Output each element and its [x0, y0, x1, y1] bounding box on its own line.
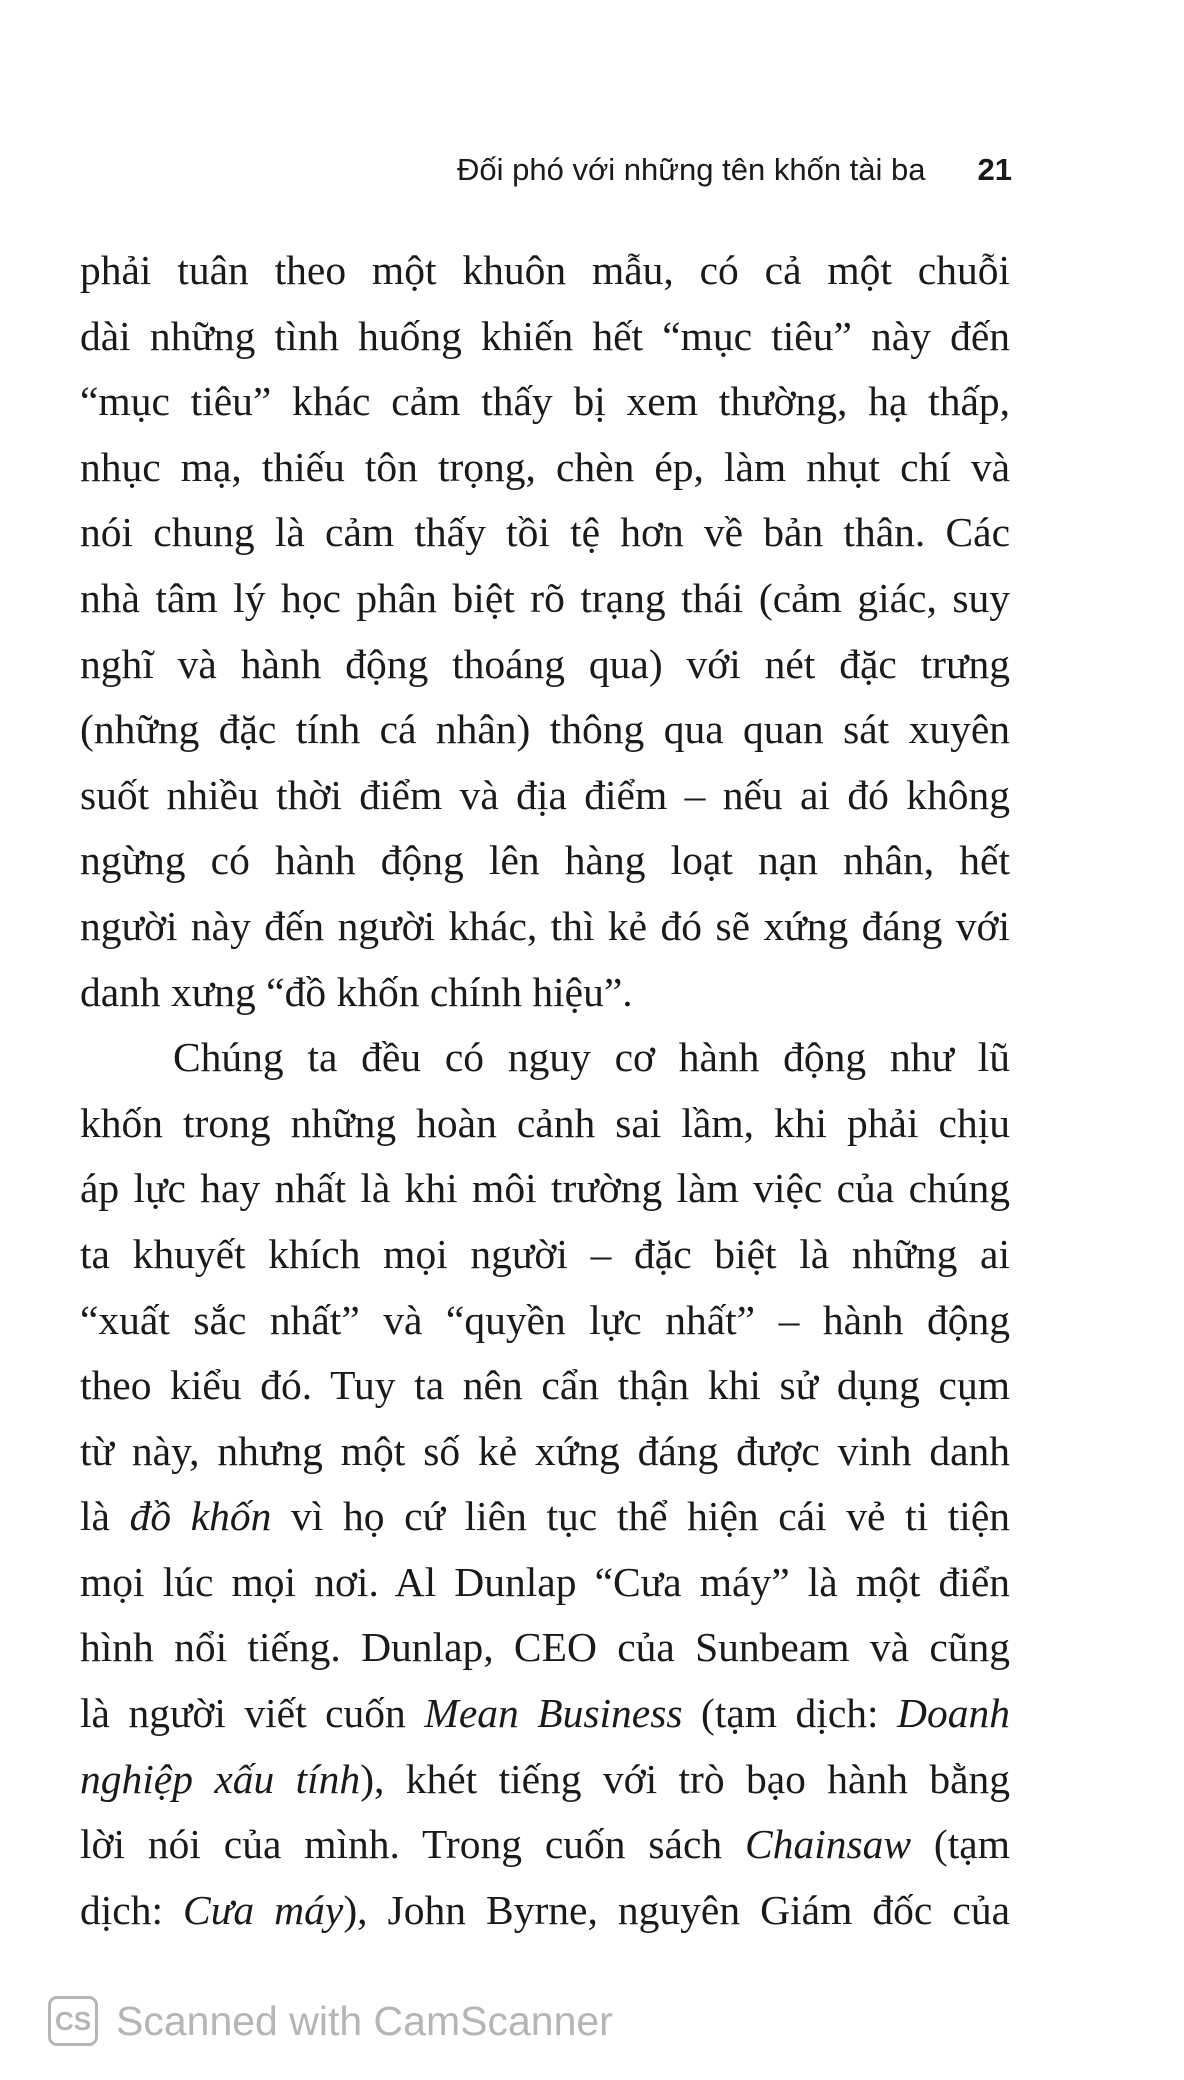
text-line: hình nổi tiếng. Dunlap, CEO của Sunbeam và cũng: [80, 1624, 1010, 1671]
text-segment: vì họ cứ liên tục thể hiện cái vẻ ti tiện: [271, 1493, 1011, 1540]
text-line: [80, 1812, 1010, 1878]
camscanner-watermark: [48, 1996, 613, 2046]
text-line: người này đến người khác, thì kẻ đó sẽ xứng đáng với: [80, 902, 1010, 949]
text-line: khốn trong những hoàn cảnh sai lầm, khi phải chịu: [80, 1099, 1010, 1146]
camscanner-logo-icon: CS: [48, 1996, 98, 2046]
text-line: theo kiểu đó. Tuy ta nên cẩn thận khi sử dụng cụm: [80, 1362, 1010, 1409]
text-line: mọi lúc mọi nơi. Al Dunlap “Cưa máy” là một điển: [80, 1558, 1010, 1605]
body-text: [80, 238, 1010, 1943]
text-line: ta khuyết khích mọi người – đặc biệt là những ai: [80, 1230, 1010, 1277]
book-title-italic: Chainsaw: [745, 1821, 912, 1868]
italic-term: đồ khốn: [129, 1493, 272, 1540]
text-segment: là người viết cuốn: [80, 1690, 425, 1737]
text-line: nhục mạ, thiếu tôn trọng, chèn ép, làm nhụt chí và: [80, 443, 1010, 490]
text-line: [80, 1878, 1010, 1944]
book-title-italic: Cưa máy: [183, 1886, 344, 1933]
text-line: phải tuân theo một khuôn mẫu, có cả một chuỗi: [80, 247, 1010, 293]
text-line: [80, 1681, 1010, 1747]
text-line: suốt nhiều thời điểm và địa điểm – nếu ai đó không: [80, 771, 1010, 818]
text-segment: là: [80, 1493, 130, 1540]
text-line: nghĩ và hành động thoáng qua) với nét đặc trưng: [80, 640, 1010, 687]
text-segment: ), John Byrne, nguyên Giám đốc của: [343, 1886, 1010, 1933]
text-line: ngừng có hành động lên hàng loạt nạn nhân, hết: [80, 837, 1010, 884]
text-segment: ), khét tiếng với trò bạo hành bằng: [360, 1755, 1010, 1802]
text-line: nhà tâm lý học phân biệt rõ trạng thái (cảm giác, suy: [80, 574, 1010, 621]
text-segment: (tạm: [911, 1821, 1010, 1868]
text-line: Chúng ta đều có nguy cơ hành động như lũ: [173, 1034, 1010, 1081]
text-line: danh xưng “đồ khốn chính hiệu”.: [80, 968, 633, 1015]
text-segment: (tạm dịch:: [682, 1690, 898, 1737]
book-title-italic: nghiệp xấu tính: [80, 1755, 361, 1802]
text-line: dài những tình huống khiến hết “mục tiêu” này đến: [80, 312, 1010, 359]
text-line: từ này, nhưng một số kẻ xứng đáng được vinh danh: [80, 1427, 1010, 1474]
running-header: [400, 152, 1012, 188]
book-title-italic: Mean Business: [424, 1690, 683, 1737]
text-segment: lời nói của mình. Trong cuốn sách: [80, 1821, 746, 1868]
running-title: Đối phó với những tên khốn tài ba: [457, 152, 926, 187]
page-number: 21: [977, 152, 1012, 187]
watermark-text: Scanned with CamScanner: [116, 1997, 613, 2044]
text-line: (những đặc tính cá nhân) thông qua quan sát xuyên: [80, 706, 1010, 753]
text-line: nói chung là cảm thấy tồi tệ hơn về bản thân. Các: [80, 509, 1010, 556]
text-line: “mục tiêu” khác cảm thấy bị xem thường, hạ thấp,: [80, 378, 1010, 425]
text-line: [80, 1484, 1010, 1550]
text-line: áp lực hay nhất là khi môi trường làm việc của chúng: [80, 1165, 1010, 1212]
text-line: “xuất sắc nhất” và “quyền lực nhất” – hành động: [80, 1296, 1010, 1343]
text-line: [80, 1747, 1010, 1813]
book-title-italic: Doanh: [897, 1690, 1010, 1737]
text-segment: dịch:: [80, 1886, 184, 1933]
